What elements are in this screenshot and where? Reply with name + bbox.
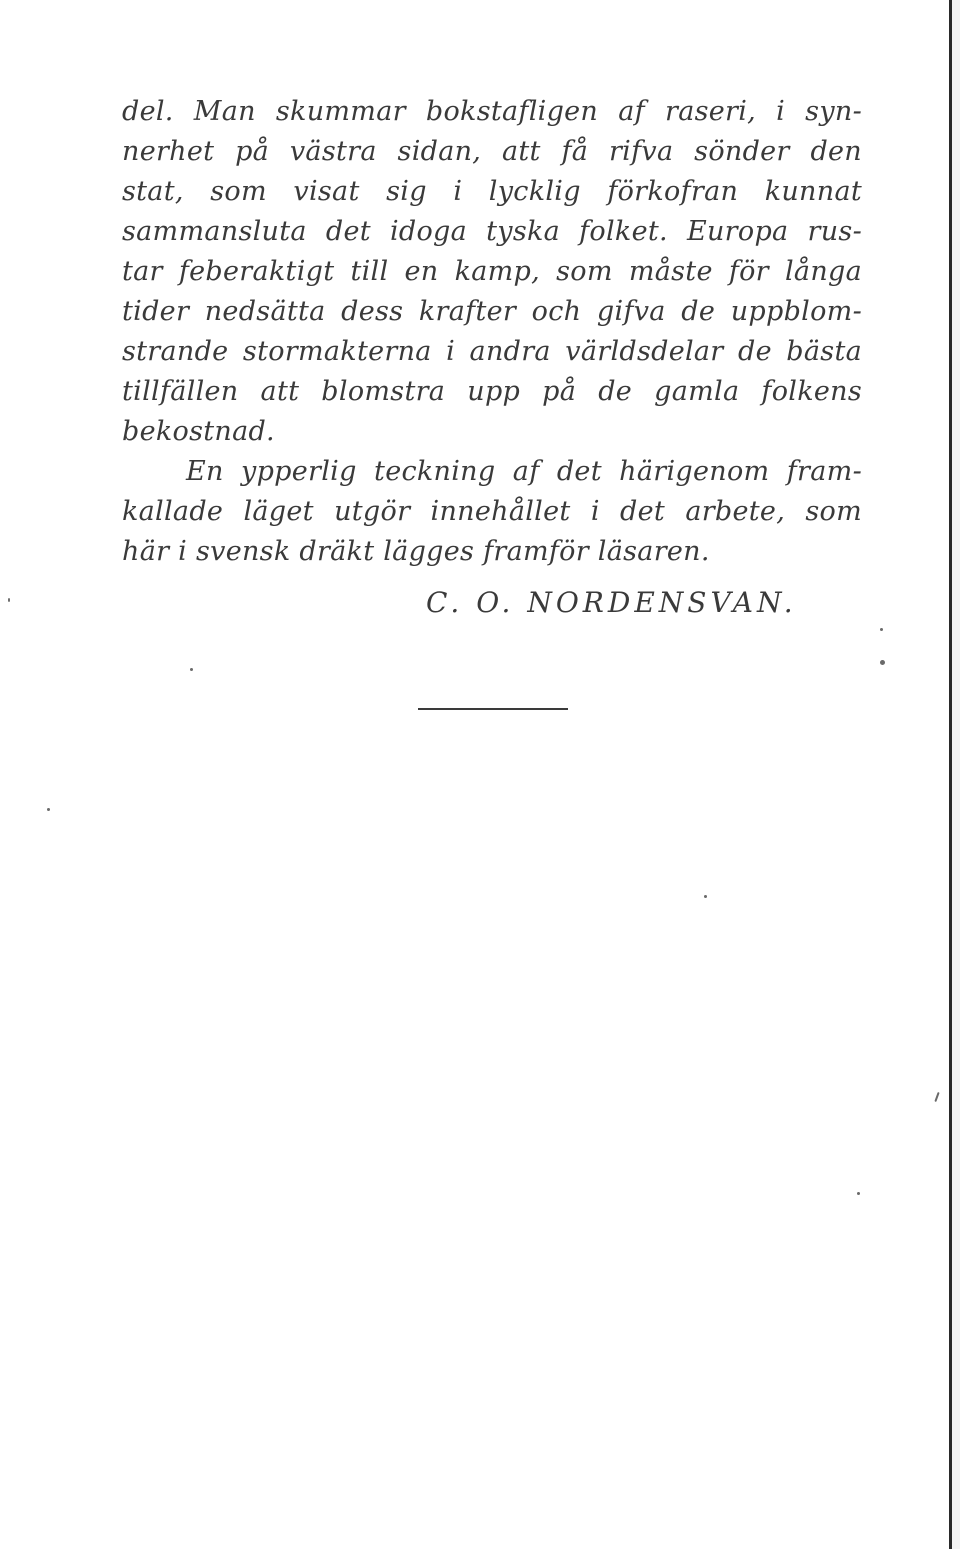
- text-line: del. Man skummar bokstafligen af raseri, i syn-: [122, 96, 862, 127]
- body-text: [122, 92, 862, 572]
- paper-speck: [880, 628, 883, 631]
- paper-speck: [704, 895, 707, 898]
- author-signature: C. O. NORDENSVAN.: [426, 586, 797, 619]
- text-line: strande stormakterna i andra världsdelar de bästa: [122, 336, 862, 367]
- text-line: En ypperlig teckning af det härigenom fram-: [186, 456, 862, 487]
- text-line: tider nedsätta dess krafter och gifva de uppblom-: [122, 296, 862, 327]
- text-line: här i svensk dräkt lägges framför läsaren.: [122, 536, 710, 567]
- text-line: sammansluta det idoga tyska folket. Europa rus-: [122, 216, 862, 247]
- text-line: tar feberaktigt till en kamp, som måste för långa: [122, 256, 862, 287]
- paper-speck: [857, 1192, 860, 1195]
- page-edge-shadow: [952, 0, 960, 1549]
- text-line: kallade läget utgör innehållet i det arbete, som: [122, 496, 862, 527]
- paper-speck: [934, 1092, 939, 1102]
- text-line: stat, som visat sig i lycklig förkofran kunnat: [122, 176, 862, 207]
- paper-speck: [190, 668, 193, 671]
- paper-speck: [880, 660, 885, 665]
- paper-speck: [8, 598, 10, 602]
- text-line: tillfällen att blomstra upp på de gamla folkens: [122, 376, 862, 407]
- paper-speck: [47, 808, 50, 811]
- horizontal-rule: [418, 708, 568, 710]
- text-line: nerhet på västra sidan, att få rifva sönder den: [122, 136, 862, 167]
- page-edge: [949, 0, 952, 1549]
- text-line: bekostnad.: [122, 416, 275, 447]
